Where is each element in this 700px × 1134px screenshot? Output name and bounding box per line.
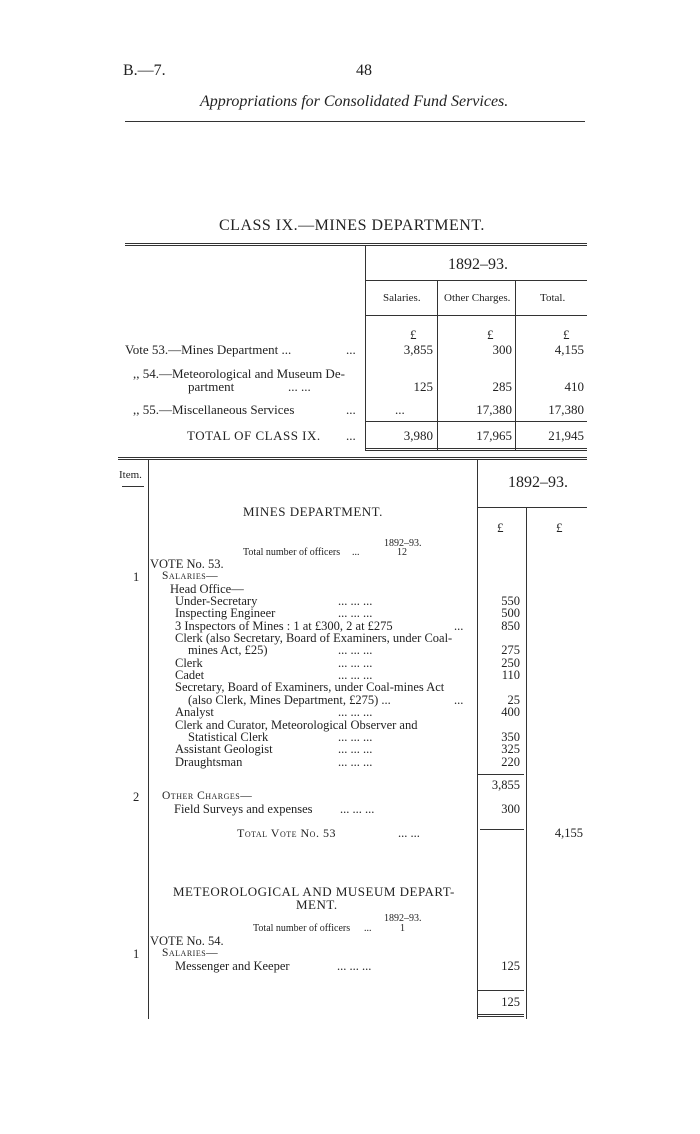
subtotal-rule [478,990,524,991]
summary-row-other: 285 [492,379,512,394]
summary-row-salaries: 125 [413,379,433,394]
leader-dots: ... ... ... [338,643,373,657]
summary-col-divider [515,280,516,450]
currency-symbol: £ [497,520,504,535]
summary-col-divider [437,280,438,450]
summary-row-salaries: 3,855 [403,342,433,357]
leader-dots: ... [346,402,356,417]
total-vote-amount: 4,155 [554,826,583,840]
leader-dots: ... ... [288,379,311,394]
salary-line-amount: 25 [507,693,520,707]
page-ref: B.—7. [123,62,166,79]
leader-dots: ... ... ... [337,959,372,973]
summary-row-other: 17,380 [476,402,512,417]
item-number: 1 [133,570,140,584]
summary-row-label: ,, 54.—Meteorological and Museum De- [133,366,345,381]
meteo-title: METEOROLOGICAL AND MUSEUM DEPART- [173,884,455,899]
page-subtitle: Appropriations for Consolidated Fund Services. [200,93,509,110]
officers-count: 1 [400,923,405,934]
salary-line-amount: 325 [501,742,520,756]
leader-dots: ... [364,923,372,934]
leader-dots: ... ... ... [338,668,373,682]
item-col-divider [148,459,149,1019]
summary-row-total: 410 [564,379,584,394]
leader-dots: ... ... ... [338,730,373,744]
salary-line-amount: 500 [501,606,520,620]
currency-symbol: £ [563,327,570,342]
detail-amount-divider [526,507,527,1019]
currency-symbol: £ [487,327,494,342]
other-charges-heading: Other Charges— [162,790,253,802]
summary-row-label: partment [188,379,235,394]
col-total-header: Total. [540,292,566,304]
salary-line-text: Secretary, Board of Examiners, under Coal-mines Act [175,680,445,694]
summary-total-salaries: 3,980 [403,428,433,443]
summary-bottom-rule [365,448,587,449]
summary-total-total: 21,945 [548,428,584,443]
officers-label: Total number of officers [243,547,341,558]
leader-dots: ... [352,547,360,558]
meteo-title: MENT. [296,897,338,912]
col-other-header: Other Charges. [444,292,511,304]
field-surveys-text: Field Surveys and expenses [174,802,313,816]
summary-year-rule [365,280,587,281]
officers-year: 1892–93. [384,913,422,924]
salary-line-amount: 400 [501,705,520,719]
salaries-heading: Salaries— [162,947,219,959]
summary-row-total: 4,155 [554,342,584,357]
salary-line-text: 3 Inspectors of Mines : 1 at £300, 2 at £275 [175,619,393,633]
item-header: Item. [119,469,142,481]
summary-year: 1892–93. [448,256,508,273]
leader-dots: ... ... ... [338,742,373,756]
summary-total-label: TOTAL OF CLASS IX. [187,428,321,443]
messenger-amount: 125 [501,959,520,973]
summary-header-rule [365,315,587,316]
summary-row-label: Vote 53.—Mines Department ... [125,342,292,357]
total-rule [480,829,524,830]
salary-line-amount: 550 [501,594,520,608]
summary-row-other: 300 [492,342,512,357]
leader-dots: ... [346,428,356,443]
officers-year: 1892–93. [384,538,422,549]
summary-total-other: 17,965 [476,428,512,443]
item-number: 2 [133,790,140,804]
mines-subtotal: 3,855 [491,778,520,792]
page-number: 48 [356,62,372,79]
summary-top-rule-2 [125,245,587,246]
detail-top-rule [118,457,587,458]
col-salaries-header: Salaries. [383,292,421,304]
leader-dots: ... [454,619,464,633]
officers-count: 12 [397,547,407,558]
summary-row-label: ,, 55.—Miscellaneous Services [133,402,295,417]
leader-dots: ... [454,693,464,707]
leader-dots: ... ... ... [338,594,373,608]
summary-title: CLASS IX.—MINES DEPARTMENT. [219,217,485,234]
item-number: 1 [133,947,140,961]
salary-line-amount: 220 [501,755,520,769]
salary-line-text: Statistical Clerk [188,730,269,744]
salary-line-text: Analyst [175,705,214,719]
vote-heading: VOTE No. 54. [150,934,224,948]
subtotal-rule [478,1014,524,1015]
leader-dots: ... ... ... [338,656,373,670]
salary-line-amount: 350 [501,730,520,744]
head-office-heading: Head Office— [170,582,244,596]
messenger-text: Messenger and Keeper [175,959,290,973]
salary-line-text: (also Clerk, Mines Department, £275) ... [188,693,391,707]
leader-dots: ... [346,342,356,357]
leader-dots: ... ... [398,826,420,840]
currency-symbol: £ [410,327,417,342]
summary-row-salaries: ... [395,402,405,417]
salary-line-text: mines Act, £25) [188,643,268,657]
detail-top-rule-2 [118,459,587,460]
leader-dots: ... ... ... [340,802,375,816]
total-vote-label: Total Vote No. 53 [237,826,336,840]
salary-line-text: Clerk and Curator, Meteorological Observer and [175,718,418,732]
salary-line-text: Inspecting Engineer [175,606,276,620]
subtotal-rule-2 [478,1016,524,1017]
summary-total-rule [365,421,587,422]
salary-line-text: Assistant Geologist [175,742,273,756]
salary-line-amount: 110 [501,668,520,682]
salary-line-amount: 275 [501,643,520,657]
officers-label: Total number of officers [253,923,351,934]
leader-dots: ... ... ... [338,705,373,719]
summary-top-rule [125,243,587,244]
salary-line-amount: 250 [501,656,520,670]
salary-line-text: Draughtsman [175,755,243,769]
salary-line-text: Clerk [175,656,203,670]
item-header-rule [122,486,144,487]
meteo-subtotal: 125 [501,995,520,1009]
field-surveys-amount: 300 [501,802,520,816]
salaries-heading: Salaries— [162,570,219,582]
currency-symbol: £ [556,520,563,535]
vote-heading: VOTE No. 53. [150,557,224,571]
detail-year-rule [477,507,587,508]
salary-line-text: Clerk (also Secretary, Board of Examiners, under Coal- [175,631,453,645]
header-rule [125,121,585,122]
mines-title: MINES DEPARTMENT. [243,504,383,519]
salary-line-amount: 850 [501,619,520,633]
detail-year: 1892–93. [508,474,568,491]
leader-dots: ... ... ... [338,755,373,769]
summary-bottom-rule-2 [365,450,587,451]
salary-line-text: Under-Secretary [175,594,258,608]
leader-dots: ... ... ... [338,606,373,620]
salary-line-text: Cadet [175,668,205,682]
summary-row-total: 17,380 [548,402,584,417]
subtotal-rule [478,774,524,775]
